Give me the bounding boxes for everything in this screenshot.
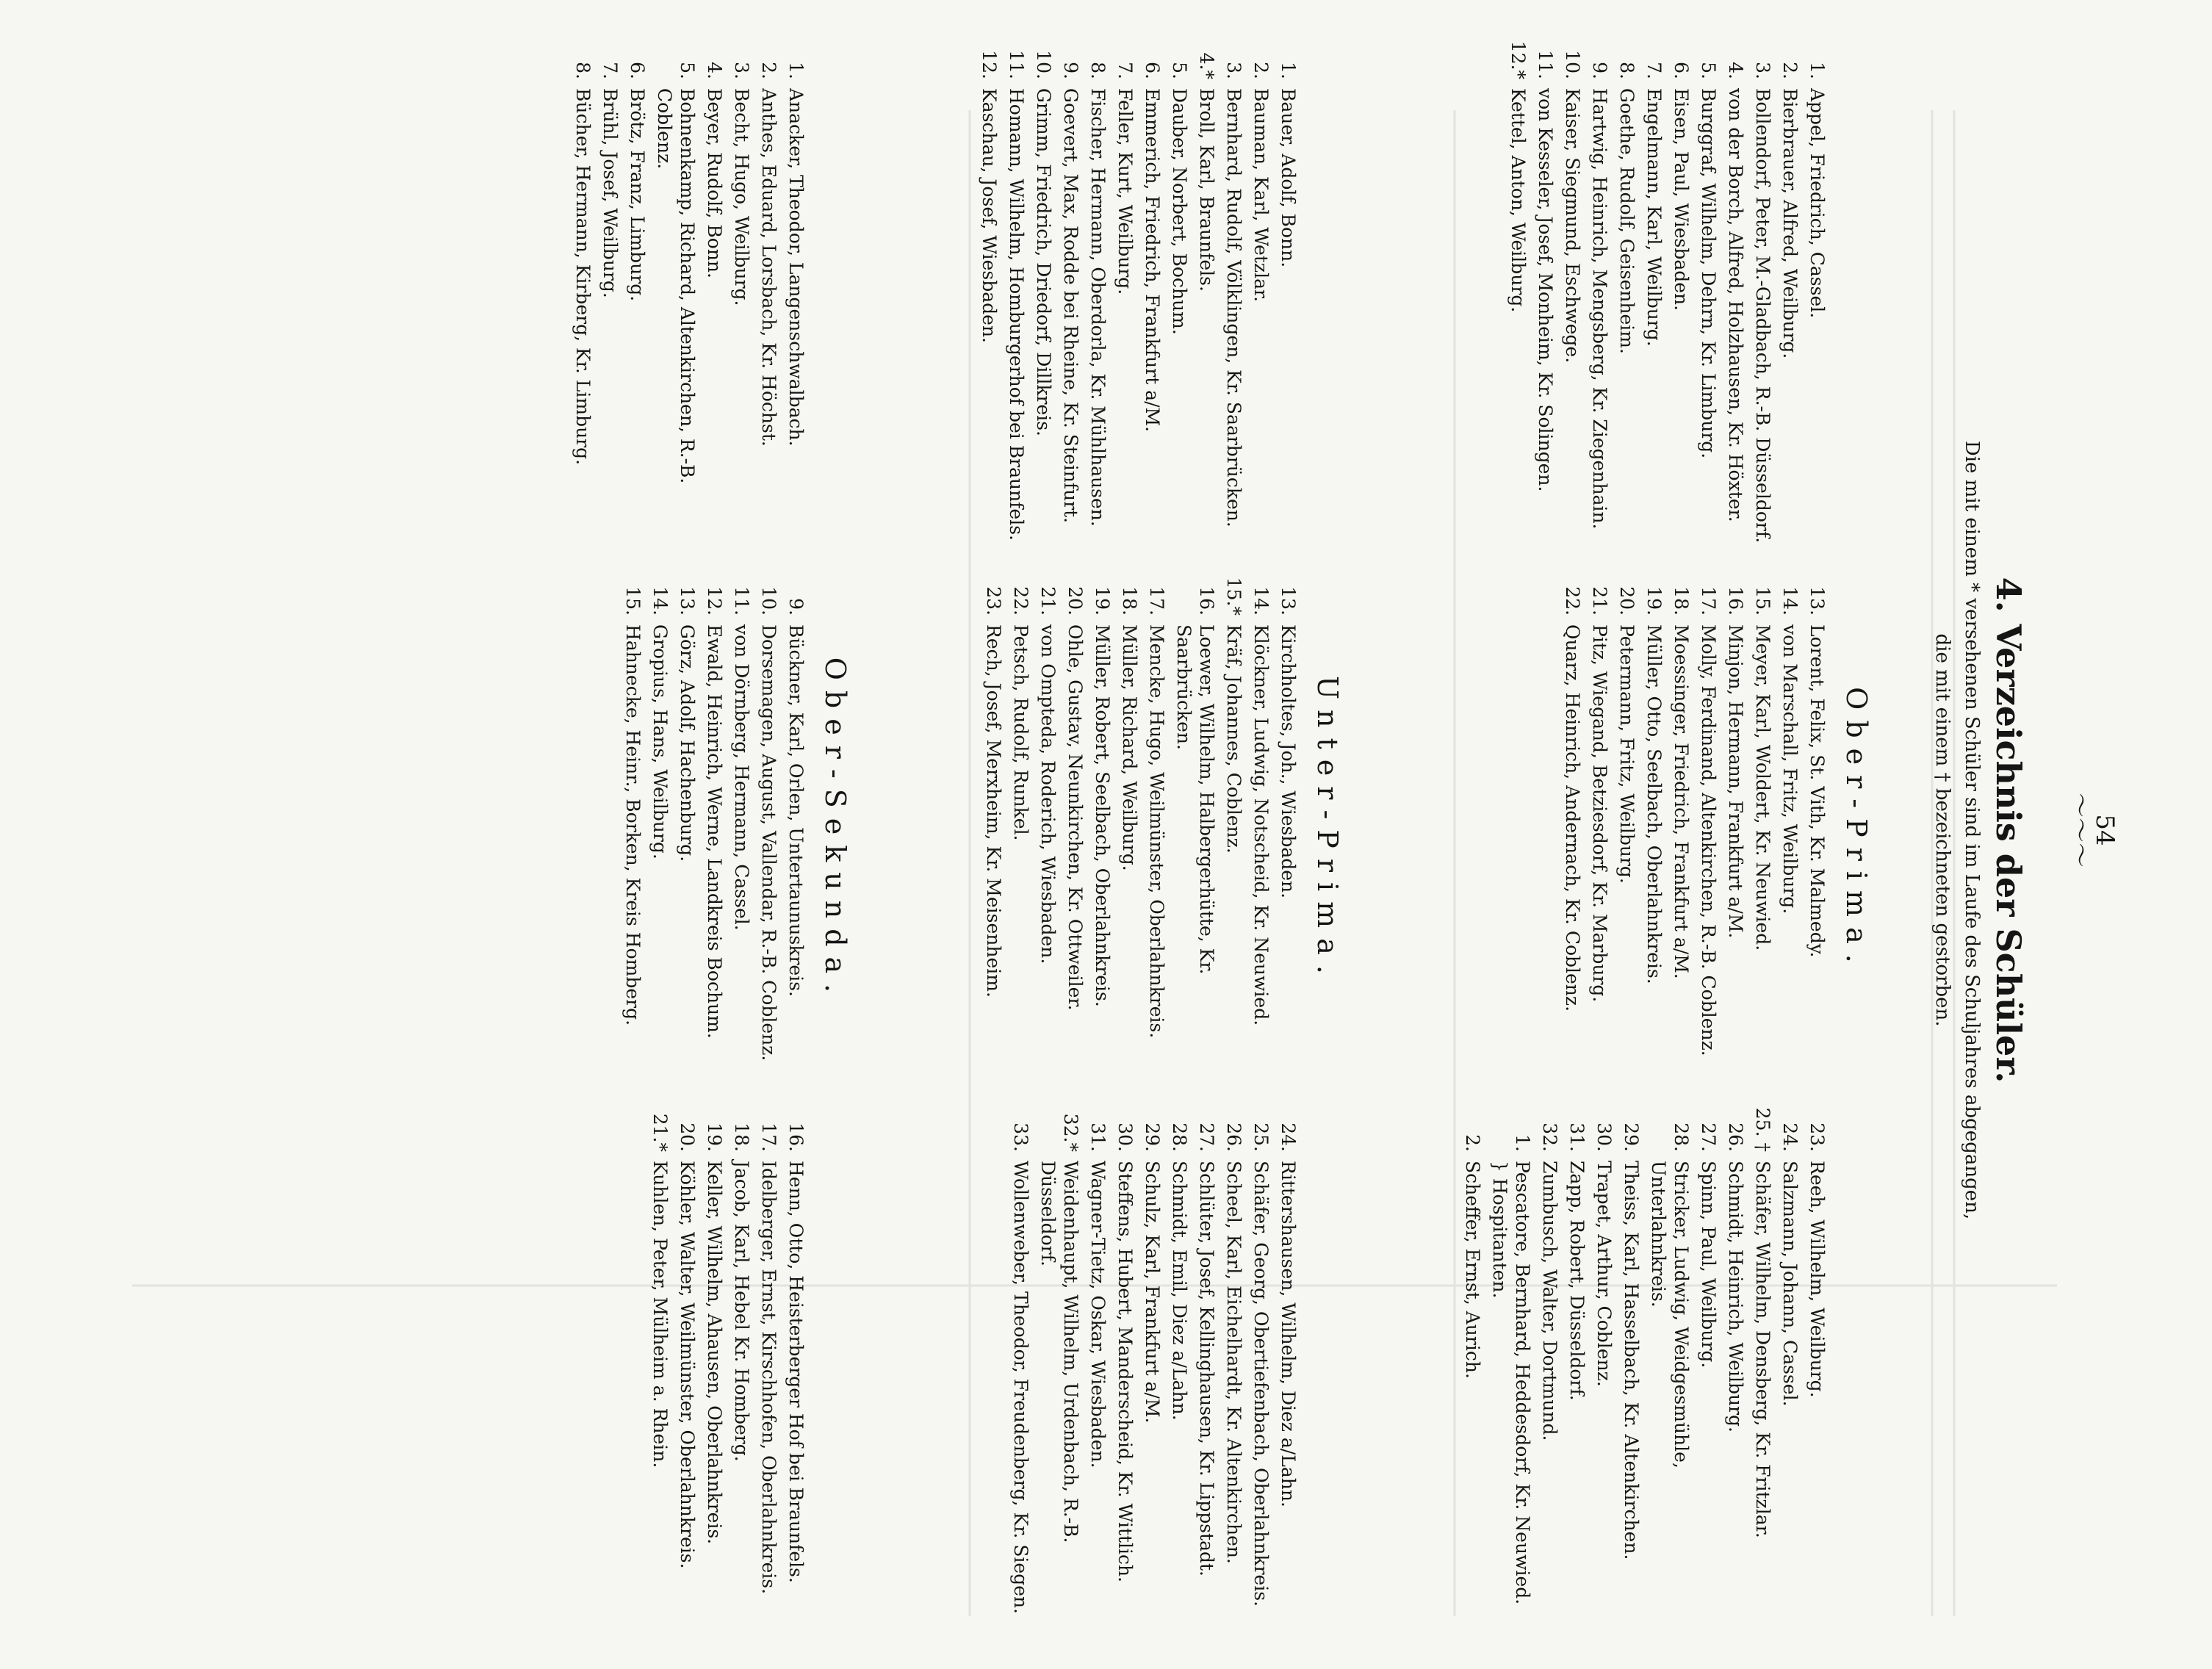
entry-number: 29. bbox=[1621, 1122, 1642, 1152]
entry-text: Kaiser, Siegmund, Eschwege. bbox=[1562, 88, 1583, 364]
student-entry bbox=[1277, 566, 1300, 1080]
entry-number: 18. bbox=[731, 1122, 752, 1152]
entry-number: 22. bbox=[1562, 586, 1583, 616]
entry-number: 33. bbox=[1010, 1122, 1031, 1152]
entry-number: 14. bbox=[1250, 586, 1272, 616]
entry-number: 10. bbox=[758, 586, 779, 616]
entry-text: Schlüter, Josef, Kellinghausen, Kr. Lippstadt. bbox=[1196, 1161, 1217, 1576]
entry-number: 15.* bbox=[1223, 577, 1244, 616]
entry-number: 1. bbox=[1512, 1134, 1533, 1152]
entry-text: Rittershausen, Wilhelm, Diez a/Lahn. bbox=[1278, 1161, 1299, 1507]
column-3 bbox=[1457, 1102, 1829, 1616]
entry-number: 4.* bbox=[1196, 52, 1217, 79]
entry-number: 2. bbox=[1250, 62, 1272, 79]
student-entry bbox=[1277, 29, 1300, 544]
student-entry bbox=[1145, 566, 1168, 1080]
entry-number: 3. bbox=[1752, 62, 1773, 79]
student-entry bbox=[785, 566, 807, 1080]
entry-text: Hahnecke, Heinr., Borken, Kreis Homberg. bbox=[622, 624, 644, 1026]
student-entry bbox=[1091, 566, 1114, 1080]
entry-text: Meyer, Karl, Woldert, Kr. Neuwied. bbox=[1752, 624, 1773, 951]
student-entry bbox=[1059, 29, 1082, 544]
entry-text: Homann, Wilhelm, Homburgerhof bei Braunfels. bbox=[1006, 88, 1027, 541]
entry-text: Feller, Kurt, Weilburg. bbox=[1114, 88, 1136, 295]
student-entry bbox=[1724, 29, 1747, 544]
entry-number: 15. bbox=[1752, 586, 1773, 616]
entry-text: Jacob, Karl, Hebel Kr. Homberg. bbox=[731, 1161, 752, 1462]
student-entry bbox=[1751, 1102, 1774, 1616]
entry-text: Zapp, Robert, Düsseldorf. bbox=[1566, 1161, 1588, 1401]
student-entry bbox=[1534, 29, 1557, 544]
student-entry bbox=[1168, 29, 1191, 544]
page-title: 4. Verzeichnis der Schüler. bbox=[1989, 577, 2028, 1084]
student-entry bbox=[785, 29, 807, 544]
student-entry bbox=[757, 29, 780, 544]
entry-number: 27. bbox=[1698, 1122, 1719, 1152]
student-entry bbox=[1647, 1102, 1693, 1616]
entry-text: Kirchholtes, Joh., Wiesbaden. bbox=[1278, 624, 1299, 899]
entry-text: Bollendorf, Peter, M.-Gladbach, R.-B. Düsseldorf. bbox=[1752, 88, 1773, 544]
student-entry bbox=[1064, 566, 1087, 1080]
student-entry bbox=[1724, 566, 1747, 1080]
entry-text: Wagner-Tietz, Oskar, Wiesbaden. bbox=[1087, 1161, 1109, 1468]
entry-text: Dorsemagen, August, Vallendar, R.-B. Coblenz. bbox=[758, 624, 779, 1061]
intro-line-1: Die mit einem * versehenen Schüler sind im Laufe des Schuljahres abgegangen, bbox=[1961, 440, 1983, 1220]
entry-text: Appel, Friedrich, Cassel. bbox=[1806, 88, 1828, 319]
entry-text: Engelmann, Karl, Weilburg. bbox=[1643, 88, 1665, 347]
entry-text: Köhler, Walter, Weilmünster, Oberlahnkreis. bbox=[677, 1161, 698, 1569]
entry-number: 6. bbox=[1671, 62, 1692, 79]
column-3 bbox=[1005, 1102, 1300, 1616]
entry-text: Bauman, Karl, Wetzlar. bbox=[1250, 88, 1272, 303]
entry-number: 21. bbox=[1037, 586, 1059, 616]
entry-number: 10. bbox=[1033, 50, 1054, 79]
entry-text: Bücher, Hermann, Kirberg, Kr. Limburg. bbox=[572, 88, 594, 466]
entry-text: Gropius, Hans, Weilburg. bbox=[649, 624, 671, 859]
entry-text: Becht, Hugo, Weilburg. bbox=[731, 88, 752, 306]
entry-text: Quarz, Heinrich, Andernach, Kr. Coblenz. bbox=[1562, 624, 1583, 1012]
entry-number: 7. bbox=[1643, 62, 1665, 79]
student-entry bbox=[1009, 566, 1032, 1080]
entry-number: 2. bbox=[1462, 1134, 1483, 1152]
entry-number: 16. bbox=[1725, 586, 1746, 616]
student-entry bbox=[1141, 1102, 1164, 1616]
student-entry bbox=[1172, 566, 1218, 1080]
entry-text: Kettel, Anton, Weilburg. bbox=[1507, 88, 1529, 313]
entry-number: 26. bbox=[1223, 1122, 1244, 1152]
entry-number: 19. bbox=[704, 1122, 725, 1152]
student-entry bbox=[1037, 566, 1059, 1080]
student-entry bbox=[1779, 566, 1801, 1080]
entry-number: 1. bbox=[785, 62, 807, 79]
section-title: Ober-Sekunda. bbox=[819, 657, 851, 1003]
entry-text: Weidenhaupt, Wilhelm, Urdenbach, R.-B. Düsseldorf. bbox=[1037, 1161, 1081, 1543]
entry-text: von Kesseler, Josef, Monheim, Kr. Solingen. bbox=[1535, 88, 1556, 492]
entry-text: Hartwig, Heinrich, Mengsberg, Kr. Ziegenhain. bbox=[1589, 88, 1610, 530]
rotated-page-content bbox=[4, 29, 2119, 1631]
entry-number: 20. bbox=[1616, 586, 1638, 616]
student-entry bbox=[676, 1102, 699, 1616]
entry-text: Scheel, Karl, Eichelhardt, Kr. Altenkirchen. bbox=[1223, 1161, 1244, 1564]
page-header bbox=[1930, 29, 2119, 1631]
entry-number: 7. bbox=[1114, 62, 1136, 79]
entry-number: 17. bbox=[1698, 586, 1719, 616]
entry-number: 17. bbox=[758, 1122, 779, 1152]
entry-number: 25. † bbox=[1752, 1107, 1773, 1152]
entry-text: Ohle, Gustav, Neunkirchen, Kr. Ottweiler. bbox=[1064, 624, 1086, 1011]
entry-number: 24. bbox=[1278, 1122, 1299, 1152]
entry-text: Schäfer, Georg, Obertiefenbach, Oberlahnkreis. bbox=[1250, 1161, 1272, 1607]
student-entry bbox=[703, 29, 726, 544]
entry-text: Wollenweber, Theodor, Freudenberg, Kr. Siegen. bbox=[1010, 1161, 1031, 1615]
entry-text: Bückner, Karl, Orlen, Untertaunuskreis. bbox=[785, 624, 807, 997]
entry-number: 15. bbox=[622, 586, 644, 616]
student-entry bbox=[1032, 29, 1055, 544]
entry-text: Idelberger, Ernst, Kirschhofen, Oberlahnkreis. bbox=[758, 1161, 779, 1595]
entry-text: Schmidt, Heinrich, Weilburg. bbox=[1725, 1161, 1746, 1432]
entry-text: Moessinger, Friedrich, Frankfurt a/M. bbox=[1671, 624, 1692, 979]
student-entry bbox=[1087, 29, 1109, 544]
entry-number: 2. bbox=[1779, 62, 1801, 79]
entry-text: Bohnenkamp, Richard, Altenkirchen, R.-B. Coblenz. bbox=[654, 88, 698, 484]
entry-text: Kaschau, Josef, Wiesbaden. bbox=[979, 88, 1000, 343]
student-entry bbox=[1222, 1102, 1245, 1616]
entry-number: 4. bbox=[1725, 62, 1746, 79]
entry-number: 6. bbox=[627, 62, 648, 79]
entry-text: Goevert, Max, Rodde bei Rheine, Kr. Steinfurt. bbox=[1060, 88, 1081, 524]
entry-number: 14. bbox=[649, 586, 671, 616]
entry-number: 13. bbox=[1806, 586, 1828, 616]
student-entry bbox=[649, 1102, 671, 1616]
student-entry bbox=[1615, 566, 1638, 1080]
student-entry bbox=[730, 566, 753, 1080]
student-entry bbox=[1643, 29, 1665, 544]
entry-text: Steffens, Hubert, Manderscheid, Kr. Wittlich. bbox=[1114, 1161, 1136, 1583]
student-entry bbox=[1037, 1102, 1082, 1616]
ornament: 〜〜〜 bbox=[2065, 793, 2094, 868]
entry-text: von Ompteda, Roderich, Wiesbaden. bbox=[1037, 624, 1059, 965]
entry-text: Görz, Adolf, Hachenburg. bbox=[677, 624, 698, 862]
entry-text: Trapet, Arthur, Coblenz. bbox=[1593, 1161, 1615, 1387]
student-entry bbox=[1670, 29, 1693, 544]
student-entry bbox=[785, 1102, 807, 1616]
entry-number: 16. bbox=[785, 1122, 807, 1152]
entry-text: Ewald, Heinrich, Werne, Landkreis Bochum. bbox=[704, 624, 725, 1039]
student-entry bbox=[1779, 29, 1801, 544]
student-entry bbox=[599, 29, 622, 544]
entry-text: von der Borch, Alfred, Holzhausen, Kr. Höxter. bbox=[1725, 88, 1746, 522]
section-title: Unter-Prima. bbox=[1311, 676, 1344, 984]
entry-number: 13. bbox=[1278, 586, 1299, 616]
entry-number: 20. bbox=[677, 1122, 698, 1152]
column-1 bbox=[1502, 29, 1829, 544]
student-entry bbox=[1615, 29, 1638, 544]
entry-text: Lorent, Felix, St. Vith, Kr. Malmedy. bbox=[1806, 624, 1828, 958]
entry-number: 32. bbox=[1539, 1122, 1560, 1152]
column-1 bbox=[973, 29, 1300, 544]
student-entry bbox=[1005, 29, 1028, 544]
student-entry bbox=[757, 566, 780, 1080]
student-entry bbox=[1561, 29, 1584, 544]
entry-number: 23. bbox=[983, 586, 1004, 616]
entry-text: Henn, Otto, Heisterberger Hof bei Braunfels. bbox=[785, 1161, 807, 1583]
entry-number: 9. bbox=[1589, 62, 1610, 79]
student-entry bbox=[1779, 1102, 1801, 1616]
entry-number: 8. bbox=[1087, 62, 1109, 79]
entry-number: 24. bbox=[1779, 1122, 1801, 1152]
entry-text: Klöckner, Ludwig, Notscheid, Kr. Neuwied. bbox=[1250, 624, 1272, 1026]
entry-text: Müller, Otto, Seelbach, Oberlahnkreis. bbox=[1643, 624, 1665, 984]
entry-number: 20. bbox=[1064, 586, 1086, 616]
entry-text: Molly, Ferdinand, Altenkirchen, R.-B. Coblenz. bbox=[1698, 624, 1719, 1056]
entry-number: 10. bbox=[1562, 50, 1583, 79]
student-entry bbox=[1195, 1102, 1218, 1616]
entry-number: 19. bbox=[1092, 586, 1113, 616]
entry-text: Spinn, Paul, Weilburg. bbox=[1698, 1161, 1719, 1369]
entry-number: 30. bbox=[1114, 1122, 1136, 1152]
entry-text: Minjon, Hermann, Frankfurt a/M. bbox=[1725, 624, 1746, 939]
student-entry bbox=[1588, 566, 1611, 1080]
intro-line-2: die mit einem † bezeichneten gestorben. bbox=[1931, 633, 1953, 1027]
entry-number: 8. bbox=[572, 62, 594, 79]
entry-text: Anthes, Eduard, Lorsbach, Kr. Höchst. bbox=[758, 88, 779, 447]
student-entry bbox=[1141, 29, 1164, 544]
student-entry bbox=[572, 29, 594, 544]
entry-text: Zumbusch, Walter, Dortmund. bbox=[1539, 1161, 1560, 1441]
entry-number: 28. bbox=[1671, 1122, 1692, 1152]
entry-number: 28. bbox=[1169, 1122, 1190, 1152]
entry-text: Stricker, Ludwig, Weidgesmühle, Unterlahnkreis. bbox=[1648, 1161, 1692, 1468]
entry-number: 32.* bbox=[1060, 1113, 1081, 1152]
student-entry bbox=[1697, 1102, 1720, 1616]
column-2 bbox=[978, 566, 1300, 1080]
entry-number: 23. bbox=[1806, 1122, 1828, 1152]
entry-text: Anacker, Theodor, Langenschwalbach. bbox=[785, 88, 807, 447]
entry-text: Scheffer, Ernst, Aurich. bbox=[1462, 1161, 1483, 1379]
entry-number: 17. bbox=[1146, 586, 1167, 616]
student-entry bbox=[1250, 1102, 1272, 1616]
entry-text: Goethe, Rudolf, Geisenheim. bbox=[1616, 88, 1638, 354]
entry-text: Petermann, Fritz, Weilburg. bbox=[1616, 624, 1638, 884]
student-entry bbox=[1507, 29, 1530, 544]
entry-text: Broll, Karl, Braunfels. bbox=[1196, 88, 1217, 292]
entry-number: 12.* bbox=[1507, 40, 1529, 79]
entry-text: Pescatore, Bernhard, Heddesdorf, Kr. Neuwied. } Hospitanten. bbox=[1489, 1161, 1533, 1605]
entry-number: 31. bbox=[1087, 1122, 1109, 1152]
section-ober-prima bbox=[1462, 29, 1877, 1631]
student-entry bbox=[730, 29, 753, 544]
entry-number: 21. bbox=[1589, 586, 1610, 616]
student-entry bbox=[626, 29, 649, 544]
student-entry bbox=[1461, 1102, 1484, 1616]
entry-number: 7. bbox=[599, 62, 621, 79]
entry-number: 16. bbox=[1196, 586, 1217, 616]
entry-text: von Marschall, Fritz, Weilburg. bbox=[1779, 624, 1801, 915]
entry-number: 1. bbox=[1278, 62, 1299, 79]
entry-text: Reeh, Wilhelm, Weilburg. bbox=[1806, 1161, 1828, 1398]
entry-text: Petsch, Rudolf, Runkel. bbox=[1010, 624, 1031, 841]
entry-number: 8. bbox=[1616, 62, 1638, 79]
student-entry bbox=[1566, 1102, 1588, 1616]
entry-text: von Dörnberg, Hermann, Cassel. bbox=[731, 624, 752, 931]
entry-number: 22. bbox=[1010, 586, 1031, 616]
student-entry bbox=[1250, 29, 1272, 544]
entry-text: Grimm, Friedrich, Driedorf, Dillkreis. bbox=[1033, 88, 1054, 436]
entry-number: 29. bbox=[1142, 1122, 1163, 1152]
student-entry bbox=[1724, 1102, 1747, 1616]
student-entry bbox=[1806, 1102, 1829, 1616]
student-entry bbox=[1538, 1102, 1561, 1616]
entry-number: 18. bbox=[1671, 586, 1692, 616]
entry-text: Loewer, Wilhelm, Halbergerhütte, Kr. Saarbrücken. bbox=[1173, 624, 1217, 975]
entry-number: 31. bbox=[1566, 1122, 1588, 1152]
entry-text: Dauber, Norbert, Bochum. bbox=[1169, 88, 1190, 335]
column-2 bbox=[617, 566, 807, 1080]
student-entry bbox=[622, 566, 644, 1080]
entry-number: 27. bbox=[1196, 1122, 1217, 1152]
student-entry bbox=[1222, 29, 1245, 544]
entry-text: Mencke, Hugo, Weilmünster, Oberlahnkreis. bbox=[1146, 624, 1167, 1039]
student-entry bbox=[1118, 566, 1141, 1080]
entry-number: 13. bbox=[677, 586, 698, 616]
student-entry bbox=[1087, 1102, 1109, 1616]
student-entry bbox=[1620, 1102, 1643, 1616]
student-entry bbox=[1697, 29, 1720, 544]
entry-number: 18. bbox=[1119, 586, 1140, 616]
section-ober-sekunda bbox=[572, 29, 856, 1631]
entry-text: Schulz, Karl, Frankfurt a/M. bbox=[1142, 1161, 1163, 1424]
student-entry bbox=[1488, 1102, 1534, 1616]
student-entry bbox=[649, 566, 671, 1080]
entry-text: Brühl, Josef, Weilburg. bbox=[599, 88, 621, 298]
student-entry bbox=[1670, 566, 1693, 1080]
entry-text: Keller, Wilhelm, Ahausen, Oberlahnkreis. bbox=[704, 1161, 725, 1545]
student-entry bbox=[1593, 1102, 1615, 1616]
entry-number: 1. bbox=[1806, 62, 1828, 79]
student-entry bbox=[1751, 29, 1774, 544]
entry-number: 11. bbox=[1535, 50, 1556, 79]
entry-number: 5. bbox=[1698, 62, 1719, 79]
entry-text: Salzmann, Johann, Cassel. bbox=[1779, 1161, 1801, 1407]
student-entry bbox=[1277, 1102, 1300, 1616]
entry-text: Kräf, Johannes, Coblenz. bbox=[1223, 624, 1244, 854]
entry-number: 25. bbox=[1250, 1122, 1272, 1152]
entry-text: Schmidt, Emil, Diez a/Lahn. bbox=[1169, 1161, 1190, 1421]
student-entry bbox=[1009, 1102, 1032, 1616]
student-entry bbox=[1588, 29, 1611, 544]
student-entry bbox=[1114, 1102, 1136, 1616]
entry-text: Bernhard, Rudolf, Völklingen, Kr. Saarbrücken. bbox=[1223, 88, 1244, 527]
entry-text: Burggraf, Wilhelm, Dehrn, Kr. Limburg. bbox=[1698, 88, 1719, 459]
entry-number: 11. bbox=[731, 586, 752, 616]
entry-text: Theiss, Karl, Hasselbach, Kr. Altenkirchen. bbox=[1621, 1161, 1642, 1560]
student-entry bbox=[1168, 1102, 1191, 1616]
student-entry bbox=[1643, 566, 1665, 1080]
entry-text: Pitz, Wiegand, Betziesdorf, Kr. Marburg. bbox=[1589, 624, 1610, 1003]
student-entry bbox=[978, 29, 1001, 544]
entry-text: Schäfer, Wilhelm, Densberg, Kr. Fritzlar. bbox=[1752, 1161, 1773, 1538]
entry-text: Bierbrauer, Alfred, Weilburg. bbox=[1779, 88, 1801, 359]
entry-text: Brötz, Franz, Limburg. bbox=[627, 88, 648, 302]
entry-number: 4. bbox=[704, 62, 725, 79]
section-title: Ober-Prima. bbox=[1840, 687, 1873, 973]
entry-number: 3. bbox=[1223, 62, 1244, 79]
entry-number: 9. bbox=[785, 598, 807, 616]
entry-number: 14. bbox=[1779, 586, 1801, 616]
entry-number: 9. bbox=[1060, 62, 1081, 79]
entry-number: 12. bbox=[979, 50, 1000, 79]
student-entry bbox=[653, 29, 699, 544]
column-2 bbox=[1557, 566, 1829, 1080]
student-entry bbox=[703, 566, 726, 1080]
student-entry bbox=[676, 566, 699, 1080]
entry-text: Emmerich, Friedrich, Frankfurt a/M. bbox=[1142, 88, 1163, 433]
entry-text: Beyer, Rudolf, Bonn. bbox=[704, 88, 725, 278]
entry-number: 6. bbox=[1142, 62, 1163, 79]
entry-number: 12. bbox=[704, 586, 725, 616]
entry-text: Kuhlen, Peter, Mülheim a. Rhein. bbox=[649, 1161, 671, 1468]
student-entry bbox=[1697, 566, 1720, 1080]
student-entry bbox=[703, 1102, 726, 1616]
student-entry bbox=[1806, 566, 1829, 1080]
entry-text: Fischer, Hermann, Oberdorla, Kr. Mühlhausen. bbox=[1087, 88, 1109, 527]
entry-number: 3. bbox=[731, 62, 752, 79]
entry-text: Müller, Richard, Weilburg. bbox=[1119, 624, 1140, 871]
entry-text: Eisen, Paul, Wiesbaden. bbox=[1671, 88, 1692, 311]
student-entry bbox=[1114, 29, 1136, 544]
student-entry bbox=[1751, 566, 1774, 1080]
entry-text: Müller, Robert, Seelbach, Oberlahnkreis. bbox=[1092, 624, 1113, 1007]
entry-number: 21.* bbox=[649, 1113, 671, 1152]
student-entry bbox=[982, 566, 1005, 1080]
entry-number: 11. bbox=[1006, 50, 1027, 79]
student-entry bbox=[1250, 566, 1272, 1080]
entry-text: Rech, Josef, Merxheim, Kr. Meisenheim. bbox=[983, 624, 1004, 998]
entry-number: 2. bbox=[758, 62, 779, 79]
student-entry bbox=[1195, 29, 1218, 544]
entry-number: 5. bbox=[1169, 62, 1190, 79]
entry-number: 19. bbox=[1643, 586, 1665, 616]
entry-number: 26. bbox=[1725, 1122, 1746, 1152]
student-entry bbox=[1561, 566, 1584, 1080]
student-entry bbox=[1806, 29, 1829, 544]
entry-number: 5. bbox=[677, 62, 698, 79]
entry-number: 30. bbox=[1593, 1122, 1615, 1152]
student-entry bbox=[1222, 566, 1245, 1080]
entry-text: Bauer, Adolf, Bonn. bbox=[1278, 88, 1299, 268]
student-entry bbox=[730, 1102, 753, 1616]
student-entry bbox=[757, 1102, 780, 1616]
column-1 bbox=[567, 29, 807, 544]
section-unter-prima bbox=[979, 29, 1348, 1631]
page-number: 54 bbox=[2090, 814, 2119, 846]
column-3 bbox=[644, 1102, 807, 1616]
